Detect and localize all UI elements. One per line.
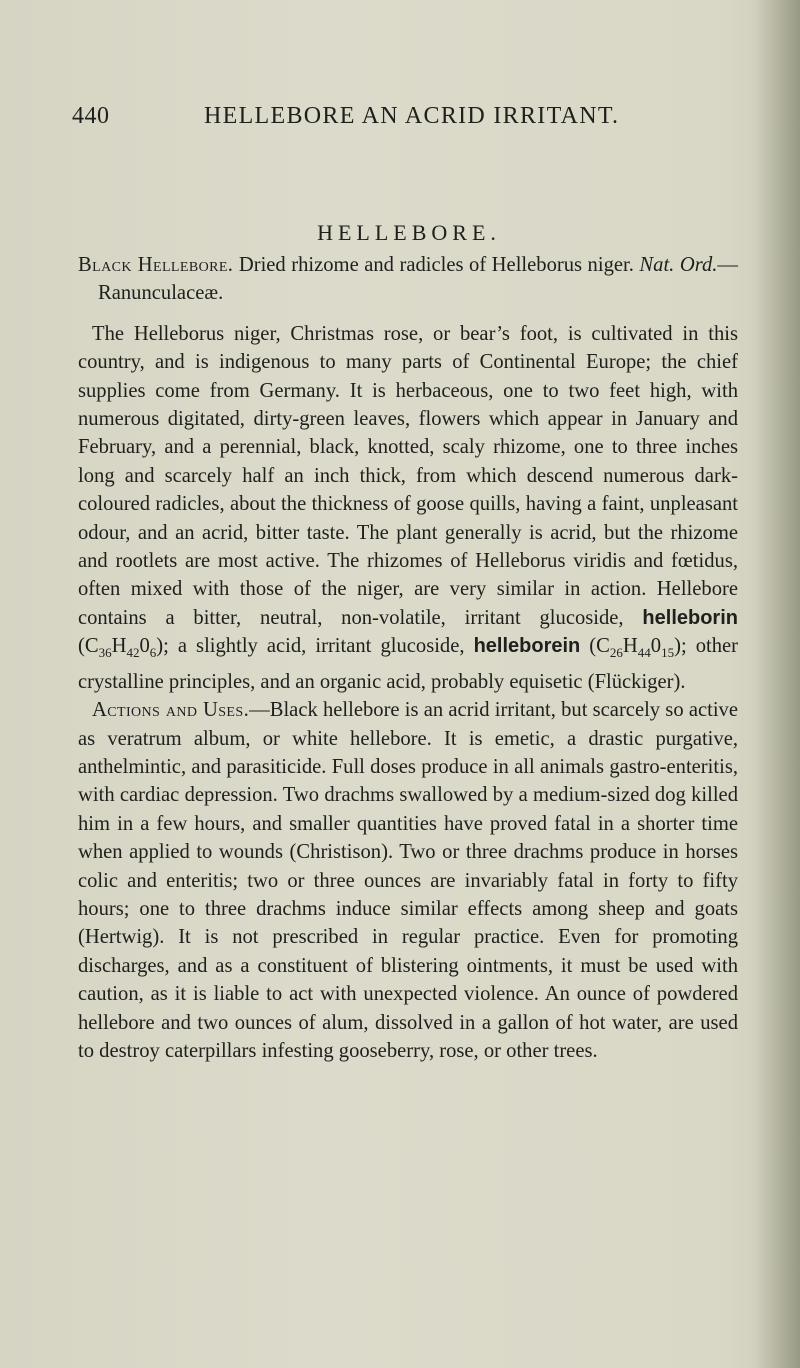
description-paragraph — [78, 320, 738, 696]
description-part2: ; a slightly acid, irritant glucoside, — [163, 635, 474, 658]
description-part3: ; other crystalline principles, and an organic acid, probably equisetic (Flückiger). — [78, 635, 739, 693]
formula-helleborin — [78, 635, 164, 661]
formula-subscript: 26 — [609, 645, 623, 661]
nat-ord-label: Nat. Ord. — [639, 254, 718, 276]
running-title: HELLEBORE AN ACRID IRRITANT. — [204, 103, 620, 129]
formula-text: 0 — [139, 635, 150, 658]
formula-text: (C — [78, 635, 99, 658]
formula-text: H — [622, 635, 638, 658]
formula-text: H — [111, 635, 127, 658]
natural-order: —Ranunculaceæ. — [98, 254, 738, 305]
actions-paragraph — [78, 696, 738, 1065]
page-edge-shadow — [754, 0, 800, 1368]
helleborein-term: helleborein — [473, 635, 581, 658]
formula-text: 0 — [650, 635, 662, 658]
actions-label: Actions and Uses. — [92, 699, 250, 722]
formula-text: ) — [674, 635, 681, 658]
helleborin-term: helleborin — [642, 606, 738, 629]
formula-subscript: 6 — [149, 645, 157, 661]
description-part1: The Helleborus niger, Christmas rose, or bear’s foot, is cultivated in this country, and is indigenous to many parts of Continental Europe; the chief supplies come from Germany. It is herbaceous, one to two feet high, with numerous digitated, dirty-green leaves, flowers which appear in January and February, and a perennial, black, knotted, scaly rhizome, one to three inches long and scarcely half an inch thick, from which descend numerous dark-coloured radicles, about the thickness of goose quills, having a faint, unpleasant odour, and an acrid, bitter taste. The plant generally is acrid, but the rhizome and rootlets are most active. The rhizomes of Helleborus viridis and fœtidus, often mixed with those of the niger, are very similar in action. Hellebore contains a bitter, neutral, non-volatile, irritant glucoside, — [78, 322, 738, 629]
entry-label: Black Hellebore. — [78, 254, 234, 276]
page-number: 440 — [72, 103, 110, 129]
formula-subscript: 36 — [98, 645, 112, 661]
formula-subscript: 15 — [661, 645, 675, 661]
formula-subscript: 42 — [126, 645, 140, 661]
entry-paragraph — [78, 251, 738, 308]
body-text — [78, 251, 738, 1065]
section-title: HELLEBORE. — [317, 220, 501, 245]
formula-text: ) — [156, 635, 164, 658]
formula-subscript: 44 — [637, 645, 651, 661]
running-head — [72, 103, 732, 143]
formula-text: (C — [580, 635, 610, 658]
formula-helleborein — [580, 635, 681, 661]
entry-definition: Dried rhizome and radicles of Helleborus niger. — [233, 254, 640, 276]
actions-text: —Black hellebore is an acrid irritant, but scarcely so active as veratrum album, or white hellebore. It is emetic, a drastic purgative, anthelmintic, and parasiticide. Full doses produce in all animals gastro-enteritis, with cardiac depression. Two drachms swallowed by a medium-sized dog killed him in a few hours, and smaller quantities have proved fatal in a shorter time when applied to wounds (Christison). Two or three drachms produce in horses colic and enteritis; two or three ounces are invariably fatal in forty to fifty hours; one to three drachms induce similar effects among sheep and goats (Hertwig). It is not prescribed in regular practice. Even for promoting discharges, and as a constituent of blistering ointments, it must be used with caution, as it is liable to act with unexpected violence. An ounce of powdered hellebore and two ounces of alum, dissolved in a gallon of hot water, are used to destroy caterpillars infesting gooseberry, rose, or other trees. — [78, 699, 738, 1063]
